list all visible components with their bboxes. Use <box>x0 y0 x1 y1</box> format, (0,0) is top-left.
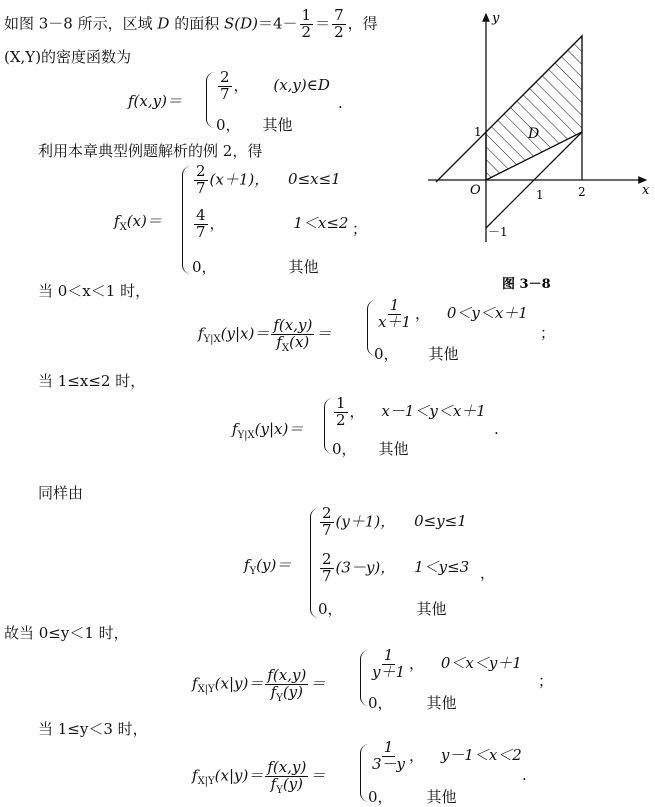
tick-y-1: 1 <box>474 125 482 139</box>
y-axis-label: y <box>492 11 500 26</box>
case3-formula: $f_{X|Y}(x|y)=$ $\frac{f(x,y)}{f_Y(y)}$ ＝ <box>192 666 326 704</box>
f-cond-1: (x,y)∈D <box>273 76 330 95</box>
case4-row-1: $\frac{1}{3-y}$ ， y－1＜x＜2 <box>372 738 522 773</box>
case1-formula: $f_{Y|X}(y|x)=$ $\frac{f(x,y)}{f_X(x)}$ ＝ <box>198 316 332 354</box>
fX-row-1: $\frac{2}{7}$ (x＋1)， 0≤x≤1 <box>196 162 341 197</box>
intro-line-1 <box>4 8 378 41</box>
fraction-half: $\frac{1}{2}$ <box>301 6 312 41</box>
region-d-hatched <box>486 36 582 180</box>
case2-end: . <box>494 420 499 438</box>
case3-when: 故当 0≤y＜1 时， <box>4 624 129 642</box>
fY-end: ， <box>480 564 496 582</box>
intro-line-2: (X,Y)的密度函数为 <box>4 48 132 66</box>
case1-row-2: 0， 其他 <box>374 345 459 363</box>
case2-formula: $f_{Y|X}(y|x)=$ <box>232 420 304 441</box>
case3-row-1: $\frac{1}{y+1}$ ， 0＜x＜y＋1 <box>372 646 522 681</box>
case1-end: ； <box>540 324 556 342</box>
area-symbol: S(D) <box>223 14 258 33</box>
intro-tail: ，得 <box>347 14 378 33</box>
case4-end: . <box>522 766 527 784</box>
tick-y-minus-1: －1 <box>488 225 508 239</box>
tick-x-1: 1 <box>536 188 544 202</box>
case2-row-1: $\frac{1}{2}$ ， x－1＜y＜x＋1 <box>336 394 486 429</box>
region-symbol: D <box>157 14 170 33</box>
area-eq: ＝4－ <box>258 14 298 33</box>
case3-end: ； <box>538 672 554 690</box>
line-y-eq-x-plus-1 <box>436 132 486 182</box>
case4-when: 当 1≤y＜3 时， <box>38 720 148 738</box>
figure-3-8 <box>420 4 652 300</box>
reference-line: 利用本章典型例题解析的例 2，得 <box>38 142 263 160</box>
origin-label: O <box>470 183 481 198</box>
case2-when: 当 1≤x≤2 时， <box>38 372 146 390</box>
fX-lhs: $f_X(x)=$ <box>114 212 162 233</box>
tick-x-2: 2 <box>578 185 586 199</box>
fX-brace <box>182 166 191 274</box>
fY-row-3: 0， 其他 <box>318 600 447 618</box>
fY-row-2: $\frac{2}{7}$ (3－y)， 1＜y≤3 <box>322 550 470 585</box>
case2-row-2: 0， 其他 <box>332 440 409 458</box>
f-brace <box>206 72 215 128</box>
same-line: 同样由 <box>38 484 84 502</box>
f-end: . <box>338 94 343 112</box>
fX-end: ； <box>352 220 368 238</box>
case3-row-2: 0， 其他 <box>368 694 457 712</box>
f-lhs: f(x,y)＝ <box>128 92 182 110</box>
fY-row-1: $\frac{2}{7}$ (y＋1)， 0≤y≤1 <box>322 504 467 539</box>
fY-lhs: $f_Y(y)=$ <box>244 556 292 577</box>
case4-formula: $f_{X|Y}(x|y)=$ $\frac{f(x,y)}{f_Y(y)}$ ＝ <box>192 758 326 796</box>
intro-text: 如图 3－8 所示，区域 <box>4 14 158 33</box>
fX-row-2: $\frac{4}{7}$ ， 1＜x≤2 <box>196 206 349 241</box>
figure-caption: 图 3－8 <box>502 277 551 292</box>
f-row-2: 0， 其他 <box>216 116 293 134</box>
fraction-seven-halves: $\frac{7}{2}$ <box>334 6 344 41</box>
x-axis-label: x <box>642 183 650 198</box>
intro-text-mid: 的面积 <box>169 14 224 33</box>
case1-row-1: $\frac{1}{x+1}$ ， 0＜y＜x＋1 <box>378 296 528 331</box>
case1-when: 当 0＜x＜1 时， <box>38 282 151 300</box>
area-eq-b: ＝ <box>315 14 331 33</box>
case4-row-2: 0， 其他 <box>368 788 457 806</box>
region-label: D <box>528 126 540 142</box>
f-row-1: $\frac{2}{7}$ ， (x,y)∈D <box>220 68 330 103</box>
fX-row-3: 0， 其他 <box>192 258 319 276</box>
